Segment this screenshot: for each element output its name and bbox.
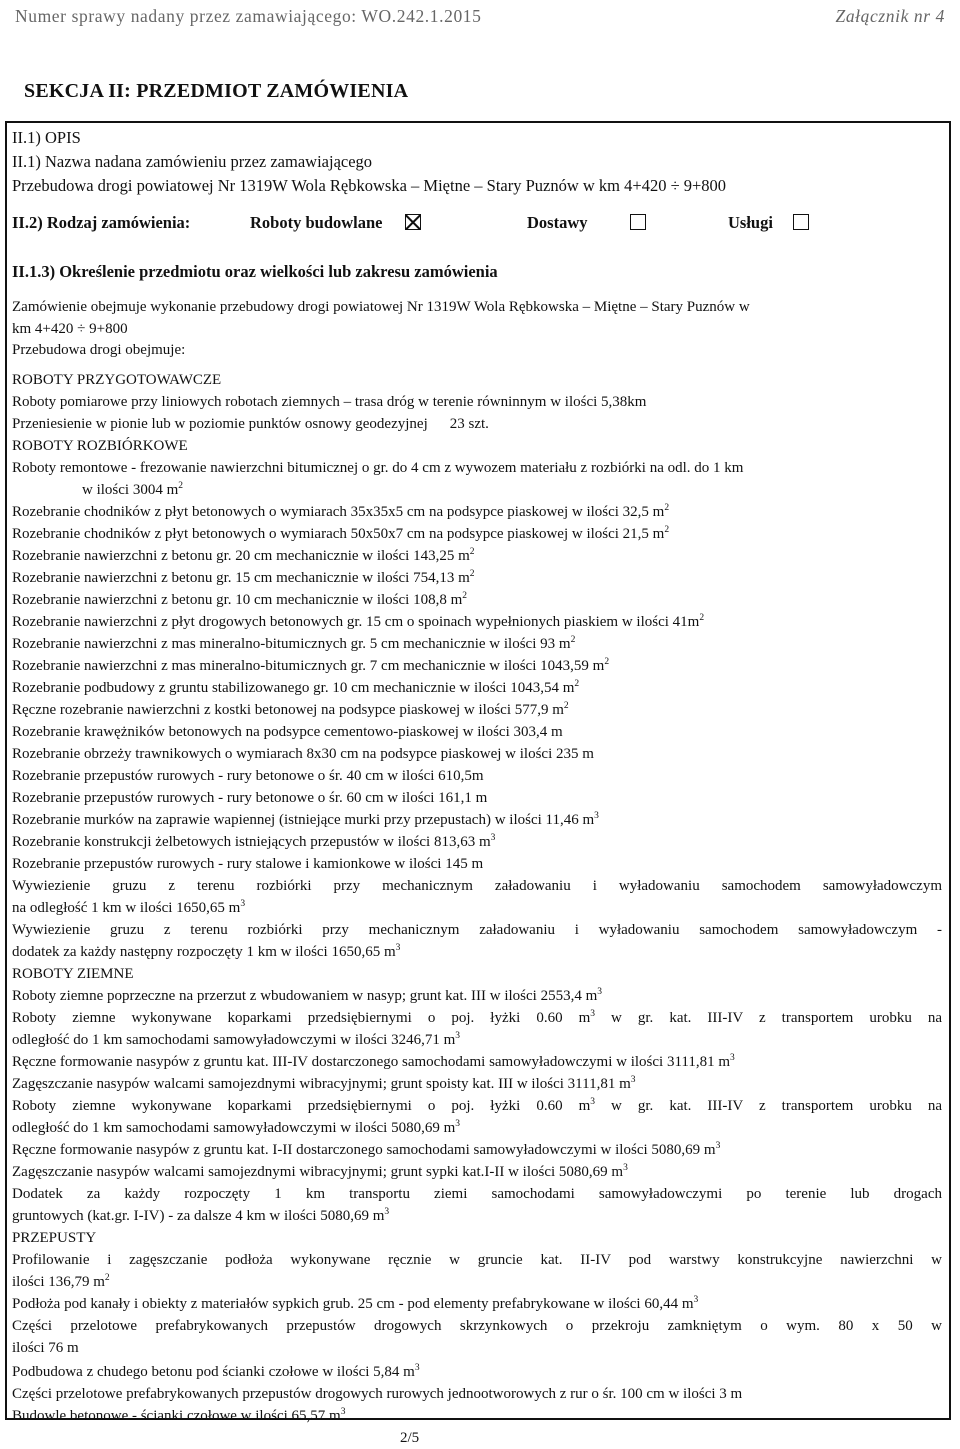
- work-item: Rozebranie przepustów rurowych - rury betonowe o śr. 60 cm w ilości 161,1 m: [12, 790, 488, 806]
- work-item: Podbudowa z chudego betonu pod ścianki czołowe w ilości 5,84 $m^3$: [12, 1363, 420, 1380]
- work-item: Rozebranie nawierzchni z betonu gr. 20 cm mechanicznie w ilości 143,25 $m^2$: [12, 547, 475, 564]
- work-item: ilości 76 m: [12, 1340, 79, 1356]
- work-item: Zagęszczanie nasypów walcami samojezdnymi wibracyjnymi; grunt sypki kat.I-II w ilości 5080,69 $m^3$: [12, 1163, 628, 1180]
- page-number: 2/5: [400, 1430, 420, 1446]
- nazwa-value: Przebudowa drogi powiatowej Nr 1319W Wola Rębkowska – Miętne – Stary Puznów w km 4+420 ÷ 9+800: [12, 176, 727, 195]
- work-item: Rozebranie przepustów rurowych - rury betonowe o śr. 40 cm w ilości 610,5m: [12, 768, 484, 784]
- work-item: Rozebranie nawierzchni z płyt drogowych betonowych gr. 15 cm o spoinach wypełnionych piaskiem w ilości $41m^2$: [12, 613, 705, 630]
- work-item: Roboty remontowe - frezowanie nawierzchni bitumicznej o gr. do 4 cm z wywozem materiału z rozbiórki na odl. do 1 km: [12, 460, 744, 476]
- work-item: ilości 136,79 $m^2$: [12, 1273, 110, 1290]
- checkbox-checked[interactable]: [405, 214, 421, 230]
- option-label: Roboty budowlane: [250, 213, 383, 232]
- work-item: Części przelotowe prefabrykowanych przepustów drogowych skrzynkowych o przekroju zamkniętym o wym. 80 x 50 w: [12, 1318, 942, 1334]
- work-item: Roboty ziemne wykonywane koparkami przedsiębiernymi o poj. łyżki 0.60 $m^3$ w gr. kat. III-IV z transportem urobku na: [12, 1097, 943, 1114]
- work-item: Ręczne formowanie nasypów z gruntu kat. III-IV dostarczonego samochodami samowyładowczymi w ilości 3111,81 $m^3$: [12, 1053, 735, 1070]
- intro-line: Przebudowa drogi obejmuje:: [12, 342, 186, 358]
- option-roboty-budowlane[interactable]: [250, 214, 421, 232]
- work-item: Rozebranie konstrukcji żelbetowych istniejących przepustów w ilości 813,63 $m^3$: [12, 833, 496, 850]
- page-header: [15, 6, 945, 30]
- work-item: gruntowych (kat.gr. I-IV) - za dalsze 4 km w ilości 5080,69 $m^3$: [12, 1207, 390, 1224]
- work-item: Wywiezienie gruzu z terenu rozbiórki przy mechanicznym załadowaniu i wyładowaniu samochodem samowyładowczym -: [12, 922, 942, 938]
- option-label: Usługi: [728, 213, 773, 232]
- work-item: Rozebranie krawężników betonowych na podsypce cementowo-piaskowej w ilości 303,4 m: [12, 724, 563, 740]
- nazwa-heading: II.1) Nazwa nadana zamówieniu przez zamawiającego: [12, 152, 373, 171]
- option-dostawy[interactable]: [527, 214, 646, 232]
- option-label: Dostawy: [527, 213, 588, 232]
- checkbox-unchecked[interactable]: [793, 214, 809, 230]
- intro-line: Zamówienie obejmuje wykonanie przebudowy drogi powiatowej Nr 1319W Wola Rębkowska – Miętne – Stary Puznów w: [12, 299, 750, 315]
- work-item: Rozebranie nawierzchni z betonu gr. 10 cm mechanicznie w ilości 108,8 $m^2$: [12, 591, 468, 608]
- work-item: Rozebranie obrzeży trawnikowych o wymiarach 8x30 cm na podsypce piaskowej w ilości 235 m: [12, 746, 594, 762]
- section-title: SEKCJA II: PRZEDMIOT ZAMÓWIENIA: [24, 80, 409, 102]
- work-item: Ręczne formowanie nasypów z gruntu kat. I-II dostarczonego samochodami samowyładowczymi w ilości 5080,69 $m^3$: [12, 1141, 721, 1158]
- group-heading: ROBOTY PRZYGOTOWAWCZE: [12, 372, 222, 388]
- group-heading: ROBOTY ROZBIÓRKOWE: [12, 438, 188, 454]
- work-item: Roboty pomiarowe przy liniowych robotach ziemnych – trasa dróg w terenie równinnym w ilości 5,38km: [12, 394, 647, 410]
- checkbox-unchecked[interactable]: [630, 214, 646, 230]
- work-item: Rozebranie chodników z płyt betonowych o wymiarach 50x50x7 cm na podsypce piaskowej w ilości 21,5 $m^2$: [12, 525, 670, 542]
- work-item: Rozebranie chodników z płyt betonowych o wymiarach 35x35x5 cm na podsypce piaskowej w ilości 32,5 $m^2$: [12, 503, 670, 520]
- work-item: Ręczne rozebranie nawierzchni z kostki betonowej na podsypce piaskowej w ilości 577,9 $m^2$: [12, 701, 569, 718]
- work-item: odległość do 1 km samochodami samowyładowczymi w ilości 3246,71 $m^3$: [12, 1031, 461, 1048]
- work-item: Rozebranie nawierzchni z betonu gr. 15 cm mechanicznie w ilości 754,13 $m^2$: [12, 569, 475, 586]
- group-heading: PRZEPUSTY: [12, 1230, 97, 1246]
- opis-heading: II.1) OPIS: [12, 128, 81, 147]
- work-item: Części przelotowe prefabrykowanych przepustów drogowych rurowych jednootworowych z rur o śr. 100 cm w ilości 3 m: [12, 1386, 743, 1402]
- work-item: Rozebranie podbudowy z gruntu stabilizowanego gr. 10 cm mechanicznie w ilości 1043,54 $m^2$: [12, 679, 580, 696]
- work-item: Rozebranie nawierzchni z mas mineralno-bitumicznych gr. 7 cm mechanicznie w ilości 1043,59 $m^2$: [12, 657, 610, 674]
- rodzaj-row: [12, 214, 942, 232]
- work-item: Profilowanie i zagęszczanie podłoża wykonywane ręcznie w gruncie kat. II-IV pod warstwy konstrukcyjne nawierzchni w: [12, 1252, 942, 1268]
- rodzaj-heading: II.2) Rodzaj zamówienia:: [12, 213, 191, 232]
- case-number: Numer sprawy nadany przez zamawiającego: WO.242.1.2015: [15, 6, 482, 26]
- work-item: Podłoża pod kanały i obiekty z materiałów sypkich grub. 25 cm - pod elementy prefabrykowane w ilości 60,44 $m^3$: [12, 1295, 699, 1312]
- option-uslugi[interactable]: [728, 214, 809, 232]
- work-item: Rozebranie murków na zaprawie wapiennej (istniejące murki przy przepustach) w ilości 11,46 $m^3$: [12, 811, 599, 828]
- work-item: Dodatek za każdy rozpoczęty 1 km transportu ziemi samochodami samowyładowczymi po terenie lub drogach: [12, 1186, 942, 1202]
- work-item: dodatek za każdy następny rozpoczęty 1 km w ilości 1650,65 $m^3$: [12, 943, 401, 960]
- work-item: Roboty ziemne wykonywane koparkami przedsiębiernymi o poj. łyżki 0.60 $m^3$ w gr. kat. III-IV z transportem urobku na: [12, 1009, 943, 1026]
- okreslenie-heading: II.1.3) Określenie przedmiotu oraz wielkości lub zakresu zamówienia: [12, 262, 498, 281]
- work-item: w ilości 3004 $m^2$: [82, 481, 183, 498]
- work-item: Wywiezienie gruzu z terenu rozbiórki przy mechanicznym załadowaniu i wyładowaniu samochodem samowyładowczym: [12, 878, 942, 894]
- work-item: Rozebranie nawierzchni z mas mineralno-bitumicznych gr. 5 cm mechanicznie w ilości 93 $m^2$: [12, 635, 576, 652]
- group-heading: ROBOTY ZIEMNE: [12, 966, 134, 982]
- work-item: odległość do 1 km samochodami samowyładowczymi w ilości 5080,69 $m^3$: [12, 1119, 461, 1136]
- work-item: Zagęszczanie nasypów walcami samojezdnymi wibracyjnymi; grunt spoisty kat. III w ilości 3111,81 $m^3$: [12, 1075, 636, 1092]
- work-item: Roboty ziemne poprzeczne na przerzut z wbudowaniem w nasyp; grunt kat. III w ilości 2553,4 $m^3$: [12, 987, 602, 1004]
- attachment-label: Załącznik nr 4: [835, 6, 945, 26]
- work-item: Budowle betonowe - ścianki czołowe w ilości 65,57 $m^3$: [12, 1407, 346, 1424]
- work-item: Przeniesienie w pionie lub w poziomie punktów osnowy geodezyjnej 23 szt.: [12, 416, 489, 432]
- intro-line: km 4+420 ÷ 9+800: [12, 321, 128, 337]
- work-item: Rozebranie przepustów rurowych - rury stalowe i kamionkowe w ilości 145 m: [12, 856, 484, 872]
- work-item: na odległość 1 km w ilości 1650,65 $m^3$: [12, 899, 246, 916]
